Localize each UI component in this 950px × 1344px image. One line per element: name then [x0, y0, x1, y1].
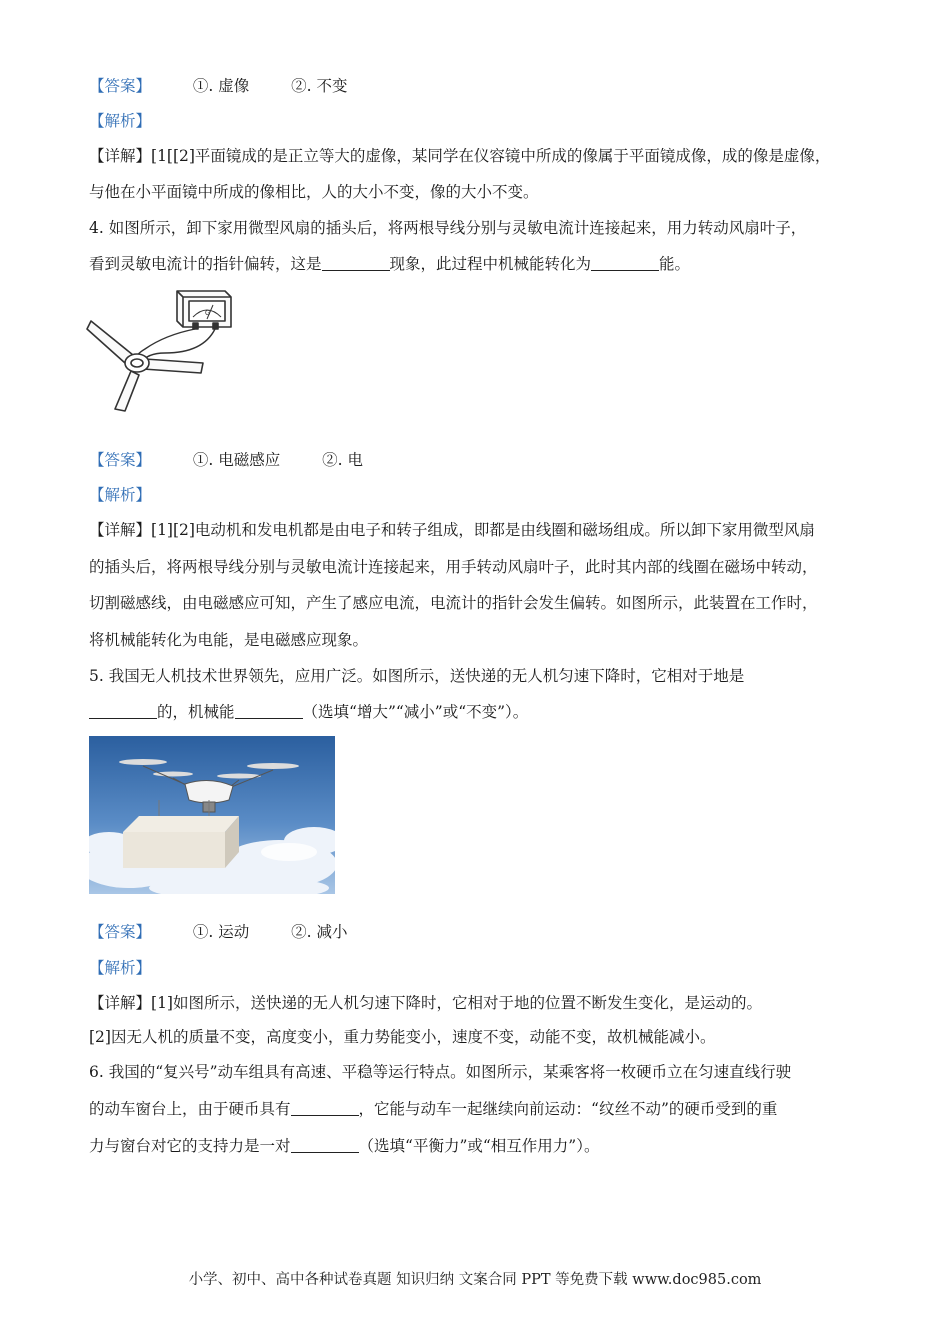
- fill-blank: [591, 254, 659, 271]
- answer-tag: 【答案】: [89, 451, 152, 469]
- q5-stem-line-1: 5. 我国无人机技术世界领先，应用广泛。如图所示，送快递的无人机匀速下降时，它相对于地是: [89, 667, 745, 685]
- answer-2: ②. 减小: [291, 923, 348, 941]
- analysis-tag: 【解析】: [89, 112, 152, 130]
- q4-detail-line-4: 将机械能转化为电能，是电磁感应现象。: [89, 631, 369, 649]
- page-footer: 小学、初中、高中各种试卷真题 知识归纳 文案合同 PPT 等免费下载 www.doc985.com: [188, 1272, 762, 1288]
- fill-blank: [291, 1136, 359, 1153]
- detail-tag: 【详解】: [89, 994, 152, 1012]
- answer-2: ②. 电: [322, 451, 363, 469]
- detail-tag: 【详解】: [89, 147, 152, 165]
- drone-photo: [89, 736, 335, 894]
- q6-stem-line-2: 的动车窗台上，由于硬币具有 ，它能与动车一起继续向前运动：“纹丝不动”的硬币受到的重: [89, 1100, 778, 1118]
- q5-answer-row: [89, 921, 347, 943]
- answer-2: ②. 不变: [291, 77, 348, 95]
- q4-detail-line-2: 的插头后，将两根导线分别与灵敏电流计连接起来，用手转动风扇叶子，此时其内部的线圈在磁场中转动，: [89, 558, 818, 576]
- q6-stem-line-1: 6. 我国的“复兴号”动车组具有高速、平稳等运行特点。如图所示，某乘客将一枚硬币立在匀速直线行驶: [89, 1063, 792, 1081]
- answer-1: ①. 运动: [192, 923, 250, 941]
- answer-1: ①. 虚像: [192, 77, 250, 95]
- answer-1: ①. 电磁感应: [192, 451, 281, 469]
- q4-stem-line-2: 看到灵敏电流计的指针偏转，这是 现象，此过程中机械能转化为 能。: [89, 255, 691, 273]
- q5-stem-line-2: 的，机械能 （选填“增大”“减小”或“不变”）。: [89, 701, 528, 723]
- answer-tag: 【答案】: [89, 77, 152, 95]
- analysis-tag: 【解析】: [89, 959, 152, 977]
- q4-detail-line-1: 【详解】[1][2]电动机和发电机都是由电子和转子组成，即都是由线圈和磁场组成。所以卸下家用微型风扇: [89, 521, 815, 539]
- fill-blank: [89, 702, 157, 719]
- fill-blank: [235, 702, 303, 719]
- fan-galvanometer-figure: [85, 283, 235, 413]
- fill-blank: [291, 1099, 359, 1116]
- q3-answer-row: [89, 75, 347, 97]
- q6-stem-line-3: 力与窗台对它的支持力是一对 （选填“平衡力”或“相互作用力”）。: [89, 1137, 600, 1155]
- q4-answer-row: [89, 449, 363, 471]
- q4-stem-line-1: 4. 如图所示，卸下家用微型风扇的插头后，将两根导线分别与灵敏电流计连接起来，用力转动风扇叶子，: [89, 219, 807, 237]
- q5-detail-line-2: [2]因无人机的质量不变，高度变小，重力势能变小，速度不变，动能不变，故机械能减小。: [89, 1028, 716, 1046]
- fill-blank: [322, 254, 390, 271]
- q3-detail-line-2: 与他在小平面镜中所成的像相比，人的大小不变，像的大小不变。: [89, 183, 539, 201]
- answer-tag: 【答案】: [89, 923, 152, 941]
- gauge-label: G: [205, 310, 211, 317]
- q3-detail-line-1: 【详解】[1[[2]平面镜成的是正立等大的虚像，某同学在仪容镜中所成的像属于平面镜成像，成的像是虚像，: [89, 147, 831, 165]
- detail-tag: 【详解】: [89, 521, 152, 539]
- analysis-tag: 【解析】: [89, 486, 152, 504]
- q4-detail-line-3: 切割磁感线，由电磁感应可知，产生了感应电流，电流计的指针会发生偏转。如图所示，此装置在工作时，: [89, 594, 818, 612]
- q5-detail-line-1: 【详解】[1]如图所示，送快递的无人机匀速下降时，它相对于地的位置不断发生变化，是运动的。: [89, 994, 762, 1012]
